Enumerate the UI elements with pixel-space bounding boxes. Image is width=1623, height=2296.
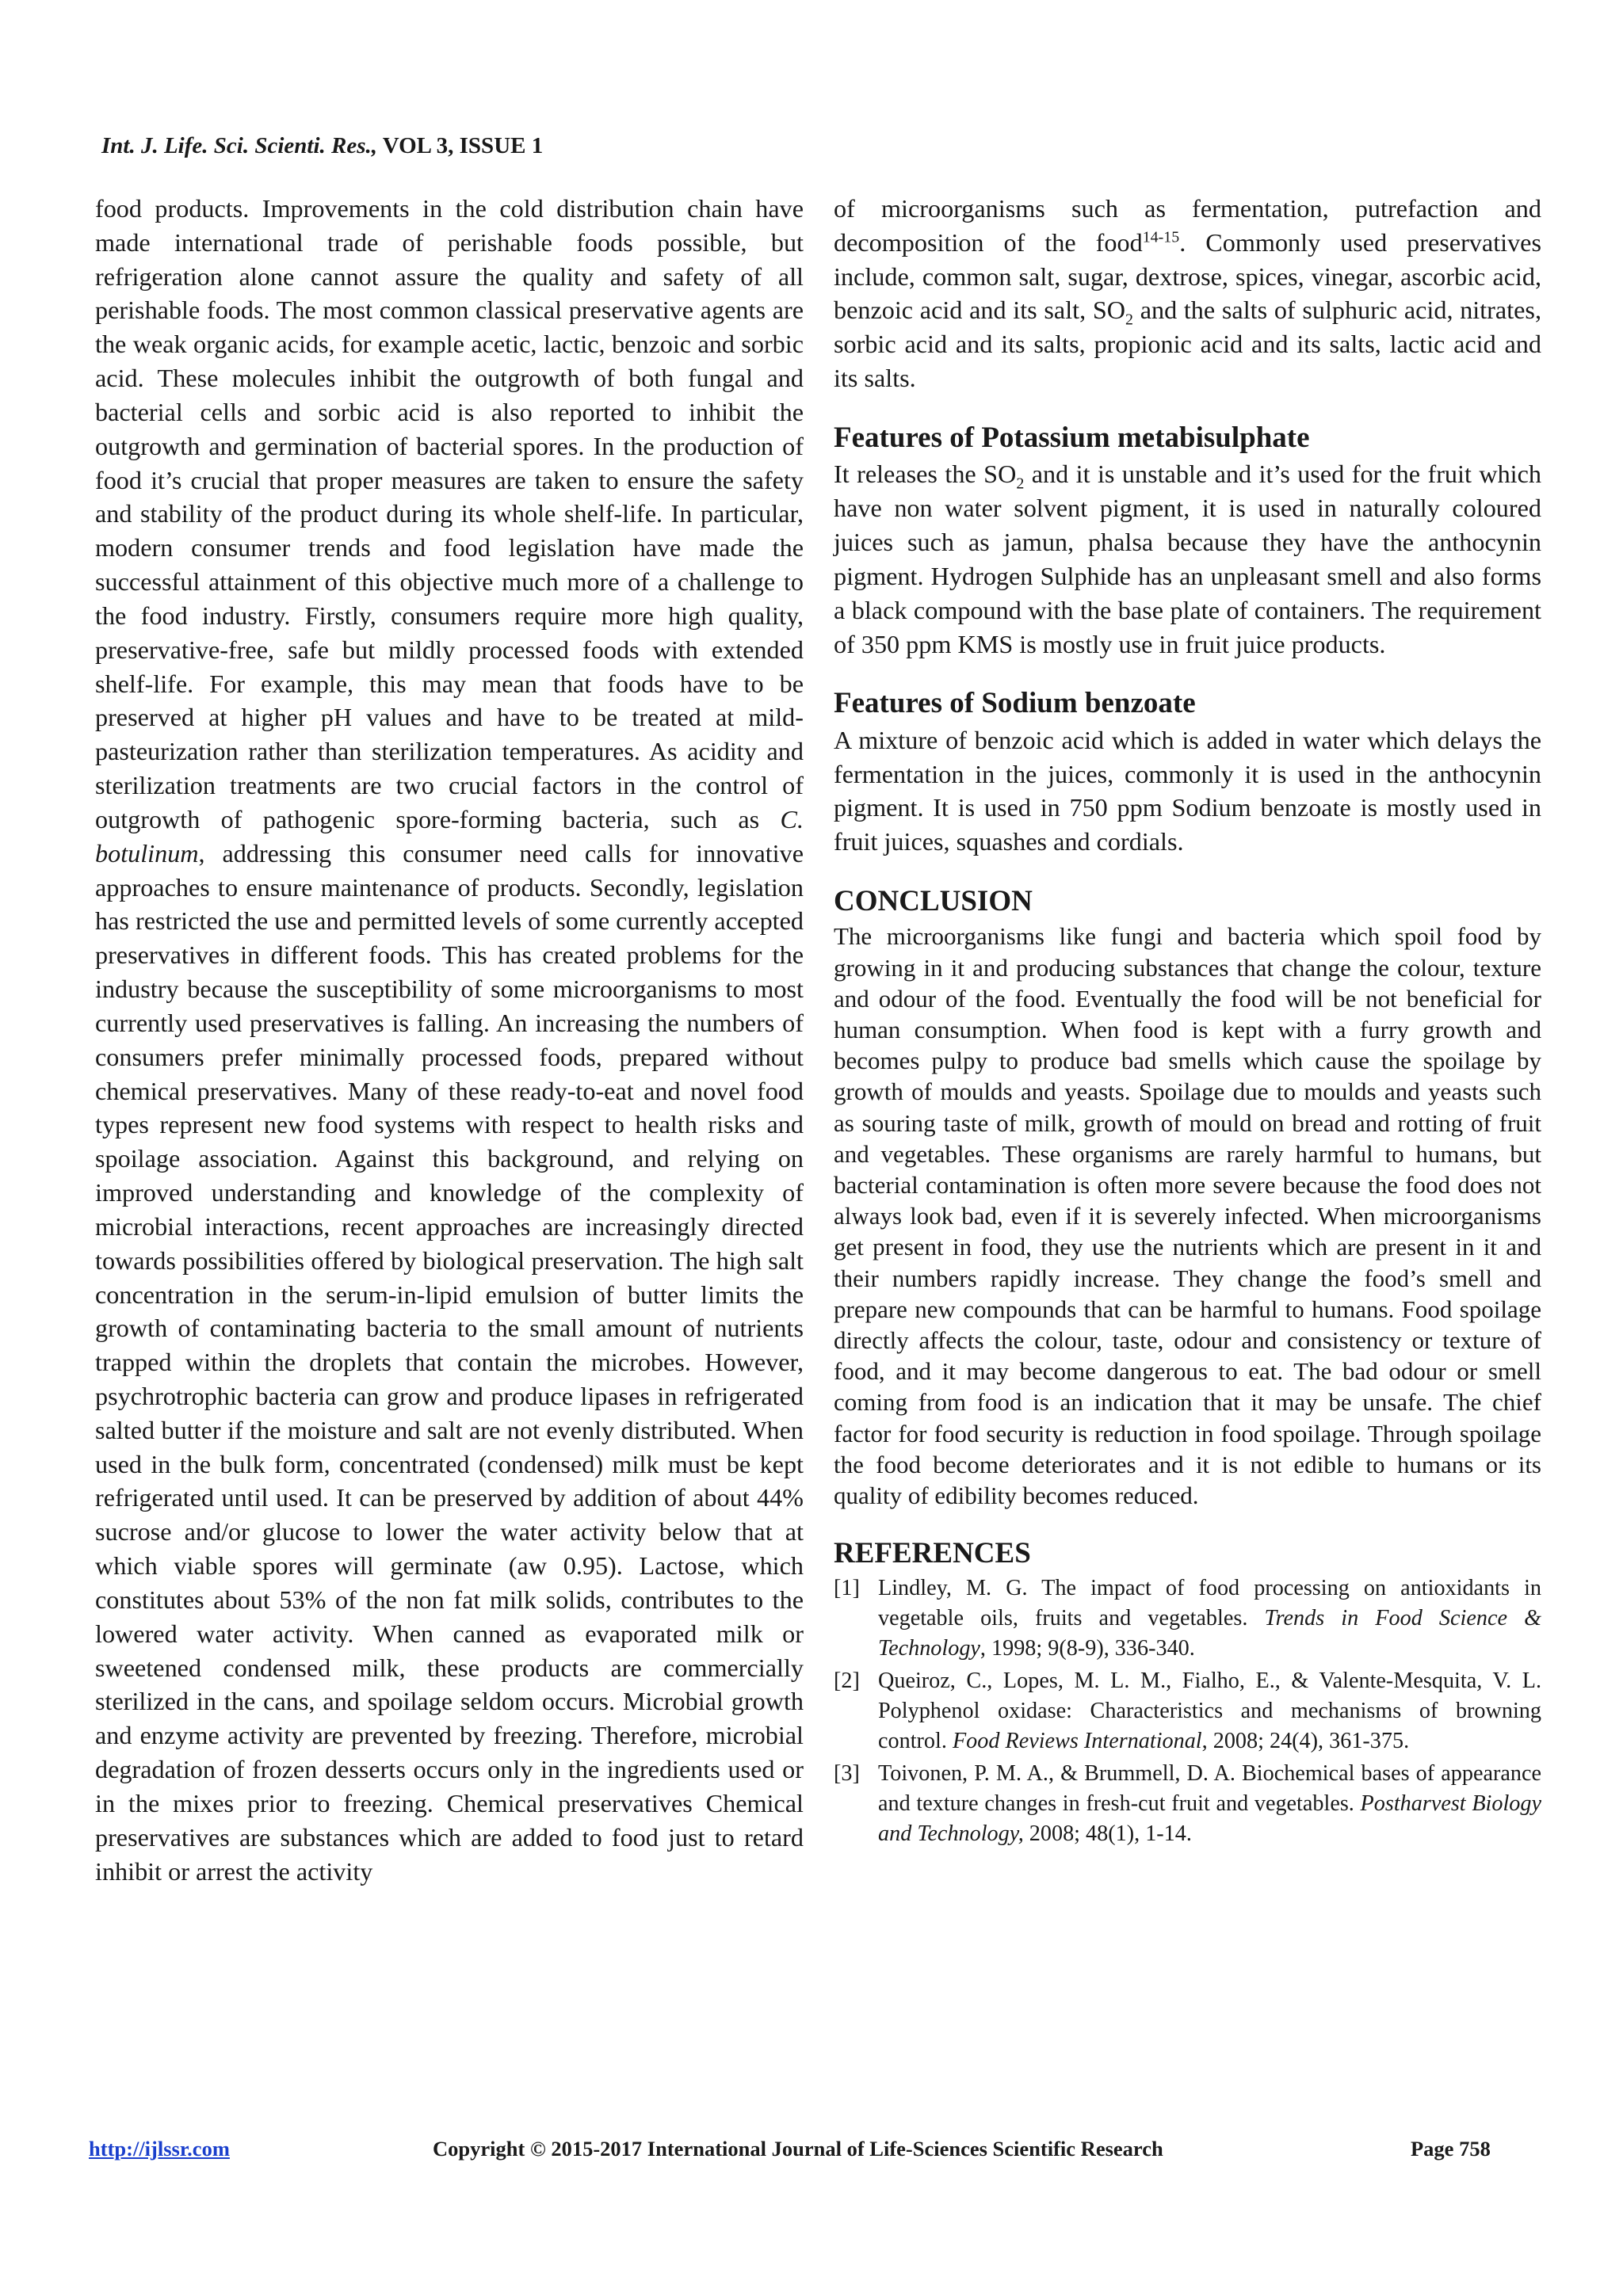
- body-paragraph: food products. Improvements in the cold distribution chain have made international trade of perishable foods possible, but refrigeration alone cannot assure the quality and safety of all perishable foods. The most common classical preservative agents are the weak organic acids, for example acetic, lactic, benzoic and sorbic acid. These molecules inhibit the outgrowth of both fungal and bacterial cells and sorbic acid is also reported to inhibit the outgrowth and germination of bacterial spores. In the production of food it’s crucial that proper measures are taken to ensure the safety and stability of the product during its whole shelf-life. In particular, modern consumer trends and food legislation have made the successful attainment of this objective much more of a challenge to the food industry. Firstly, consumers require more high quality, preservative-free, safe but mildly processed foods with extended shelf-life. For example, this may mean that foods have to be preserved at higher pH values and have to be treated at mild-pasteurization rather than sterilization temperatures. As acidity and sterilization treatments are two crucial factors in the control of outgrowth of pathogenic spore-forming bacteria, such as C. botulinum, addressing this consumer need calls for innovative approaches to ensure maintenance of products. Secondly, legislation has restricted the use and permitted levels of some currently accepted preservatives in different foods. This has created problems for the industry because the susceptibility of some microorganisms to most currently used preservatives is falling. An increasing the numbers of consumers prefer minimally processed foods, prepared without chemical preservatives. Many of these ready-to-eat and novel food types represent new food systems with respect to health risks and spoilage association. Against this background, and relying on improved understanding and knowledge of the complexity of microbial interactions, recent approaches are increasingly directed towards possibilities offered by biological preservation. The high salt concentration in the serum-in-lipid emulsion of butter limits the growth of contaminating bacteria to the small amount of nutrients trapped within the droplets that contain the microbes. However, psychrotrophic bacteria can grow and produce lipases in refrigerated salted butter if the moisture and salt are not evenly distributed. When used in the bulk form, concentrated (condensed) milk must be kept refrigerated until used. It can be preserved by addition of about 44% sucrose and/or glucose to lower the water activity below that at which viable spores will germinate (aw 0.95). Lactose, which constitutes about 53% of the non fat milk solids, contributes to the lowered water activity. When canned as evaporated milk or sweetened condensed milk, these products are commercially sterilized in the cans, and spoilage seldom occurs. Microbial growth and enzyme activity are prevented by freezing. Therefore, microbial degradation of frozen desserts occurs only in the ingredients used or in the mixes prior to freezing. Chemical preservatives Chemical preservatives are substances which are added to food just to retard inhibit or arrest the activity: [95, 194, 804, 1886]
- journal-url-link[interactable]: http://ijlssr.com: [89, 2137, 230, 2161]
- subscript: 2: [1016, 475, 1025, 493]
- section-heading-conclusion: CONCLUSION: [834, 885, 1033, 918]
- section-heading-references: REFERENCES: [834, 1537, 1031, 1570]
- reference-item: [2] Queiroz, C., Lopes, M. L. M., Fialho, E., & Valente-Mesquita, V. L. Polyphenol oxidase: Characteristics and mechanisms of browning control. Food Reviews International, 2008; 24(4), 361-375.: [834, 1668, 1541, 1754]
- section-heading-kms: Features of Potassium metabisulphate: [834, 421, 1310, 454]
- running-header: [101, 133, 543, 159]
- journal-issue: VOL 3, ISSUE 1: [382, 133, 544, 158]
- kms-paragraph: It releases the $SO_2$ and it is unstable and it’s used for the fruit which have non water solvent pigment, it is used in naturally coloured juices such as jamun, phalsa because they have the anthocynin pigment. Hydrogen Sulphide has an unpleasant smell and also forms a black compound with the base plate of containers. The requirement of 350 ppm KMS is mostly use in fruit juice products.: [834, 460, 1541, 658]
- reference-item: [1] Lindley, M. G. The impact of food processing on antioxidants in vegetable oils, fruits and vegetables. Trends in Food Science & Technology, 1998; 9(8-9), 336-340.: [834, 1575, 1541, 1661]
- species-name: C. botulinum: [95, 804, 804, 868]
- body-paragraph: of microorganisms such as fermentation, putrefaction and decomposition of the food$^{14-15}$. Commonly used preservatives include, common salt, sugar, dextrose, spices, vinegar, ascorbic acid, benzoic acid and its salt, $SO_2$ and the salts of sulphuric acid, nitrates, sorbic acid and its salts, propionic acid and its salts, lactic acid and its salts.: [834, 194, 1541, 393]
- subscript: 2: [1125, 311, 1133, 329]
- left-column: [95, 192, 804, 1888]
- section-heading-sodium-benzoate: Features of Sodium benzoate: [834, 687, 1196, 720]
- copyright-notice: Copyright © 2015-2017 International Journal of Life-Sciences Scientific Research: [433, 2137, 1163, 2161]
- conclusion-paragraph: The microorganisms like fungi and bacteria which spoil food by growing in it and producing substances that change the colour, texture and odour of the food. Eventually the food will be not beneficial for human consumption. When food is kept with a furry growth and becomes pulpy to produce bad smells which cause the spoilage by growth of moulds and yeasts. Spoilage due to moulds and yeasts such as souring taste of milk, growth of mould on bread and rotting of fruit and vegetables. These organisms are rarely harmful to humans, but bacterial contamination is often more severe because the food does not always look bad, even if it is severely infected. When microorganisms get present in food, they use the nutrients which are present in it and their numbers rapidly increase. They change the food’s smell and prepare new compounds that can be harmful to humans. Food spoilage directly affects the colour, taste, odour and consistency or texture of food, and it may become dangerous to eat. The bad odour or smell coming from food is an indication that it may be unsafe. The chief factor for food security is reduction in food spoilage. Through spoilage the food become deteriorates and it is not edible to humans or its quality of edibility becomes reduced.: [834, 922, 1541, 1510]
- sodium-benzoate-paragraph: A mixture of benzoic acid which is added in water which delays the fermentation in the juices, commonly it is used in the anthocynin pigment. It is used in 750 ppm Sodium benzoate is mostly used in fruit juices, squashes and cordials.: [834, 725, 1541, 856]
- reference-item: [3] Toivonen, P. M. A., & Brummell, D. A. Biochemical bases of appearance and texture changes in fresh-cut fruit and vegetables. Postharvest Biology and Technology, 2008; 48(1), 1-14.: [834, 1760, 1541, 1847]
- journal-name: Int. J. Life. Sci. Scienti. Res.,: [101, 133, 377, 158]
- citation-superscript: 14-15: [1142, 228, 1180, 246]
- page-number: Page 758: [1411, 2137, 1491, 2161]
- reference-list: [834, 1573, 1541, 1850]
- right-column: [834, 192, 1541, 1852]
